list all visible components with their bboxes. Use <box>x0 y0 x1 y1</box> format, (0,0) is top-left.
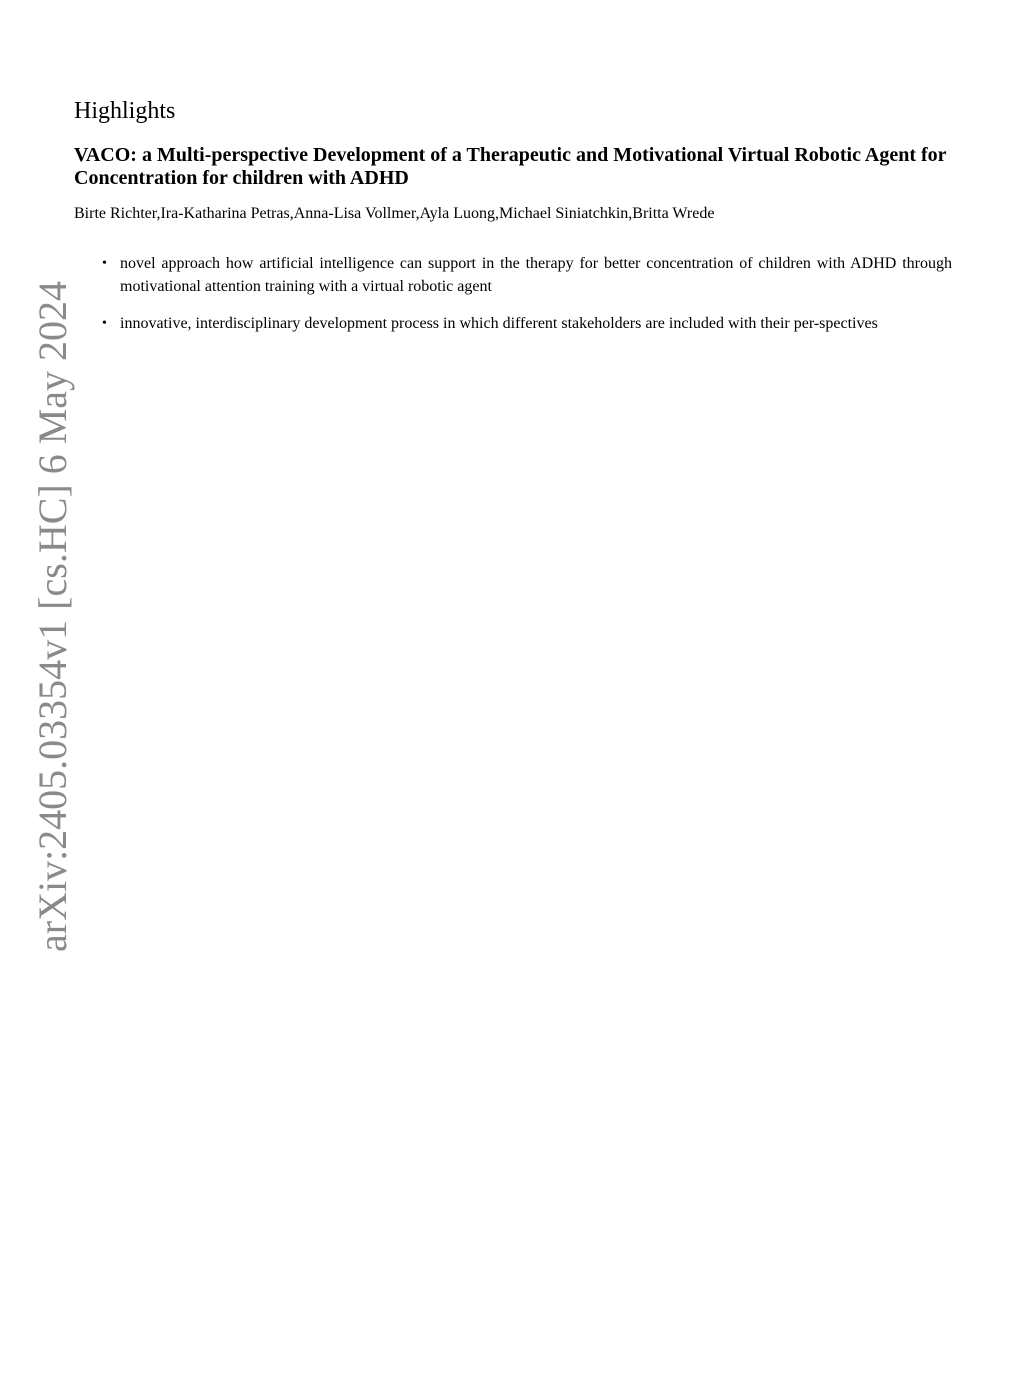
paper-title: VACO: a Multi-perspective Development of a Therapeutic and Motivational Virtual Robotic Agent for Concentration for children with ADHD <box>74 144 947 189</box>
author-list: Birte Richter,Ira-Katharina Petras,Anna-Lisa Vollmer,Ayla Luong,Michael Siniatchkin,Britta Wrede <box>74 205 715 222</box>
highlights-content <box>74 96 952 349</box>
bullet-icon: • <box>102 316 107 331</box>
highlight-text: innovative, interdisciplinary development process in which different stakeholders are included with their per-spectives <box>120 315 878 332</box>
arxiv-identifier-stamp: arXiv:2405.03354v1 [cs.HC] 6 May 2024 <box>30 280 75 952</box>
highlight-item <box>102 312 952 335</box>
highlight-text: novel approach how artificial intelligence can support in the therapy for better concentration of children with ADHD through motivational attention training with a virtual robotic agent <box>120 255 952 295</box>
bullet-icon: • <box>102 256 107 271</box>
highlights-list <box>74 252 952 335</box>
highlight-item <box>102 252 952 298</box>
section-heading: Highlights <box>74 98 176 124</box>
